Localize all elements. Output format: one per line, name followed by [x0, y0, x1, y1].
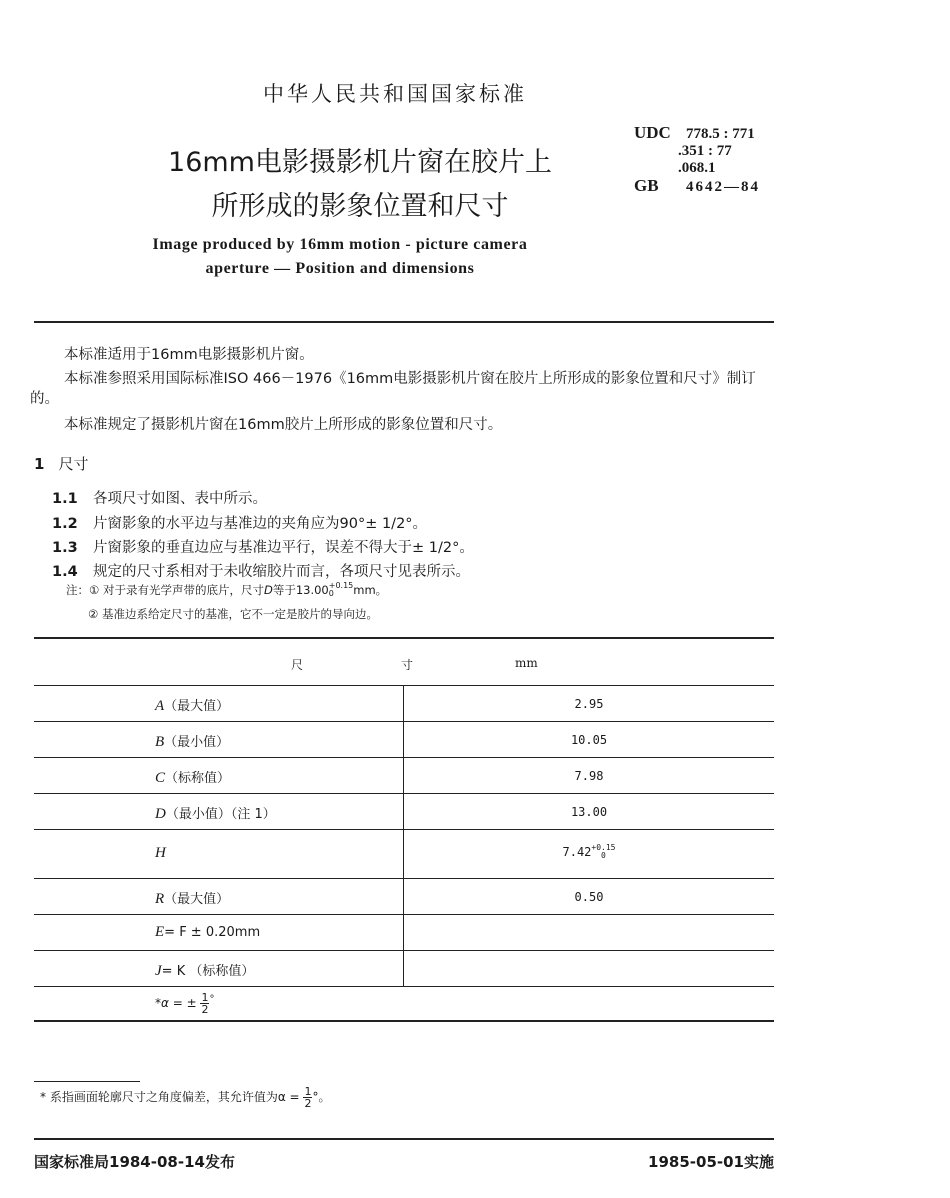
row-separator: [34, 986, 774, 987]
clause-text: 片窗影象的垂直边应与基准边平行，误差不得大于± 1/2°。: [93, 540, 474, 556]
fraction-denominator: 2: [304, 1097, 312, 1110]
footnote-suffix: °。: [312, 1090, 331, 1104]
title-en-line2: aperture — Position and dimensions: [205, 260, 475, 277]
dimension-desc: （最小值）（注 1）: [165, 807, 276, 822]
implementation-date: 1985-05-01实施: [648, 1153, 774, 1171]
note-1-prefix: 注：① 对于录有光学声带的底片，尺寸: [66, 583, 264, 597]
angle-prefix: *α = ±: [155, 996, 197, 1010]
table-row: [155, 731, 229, 751]
table-header-col2: 寸: [401, 658, 414, 672]
table-row: [155, 695, 229, 715]
tolerance-upper: +0.15: [591, 843, 616, 852]
table-header-rule: [34, 685, 774, 686]
gb-number: 4642—84: [686, 179, 760, 195]
table-bottom-rule: [34, 1020, 774, 1022]
dimension-desc: = F ± 0.20mm: [164, 925, 261, 940]
table-row: [155, 803, 276, 823]
clause-number: 1.2: [52, 516, 78, 532]
table-header-col1: 尺: [291, 658, 304, 672]
section-heading: [34, 453, 88, 474]
intro-paragraph-1: 本标准适用于16mm电影摄影机片窗。: [64, 347, 314, 363]
dimension-value: 0.50: [574, 890, 604, 904]
table-row: [155, 960, 254, 980]
table-row: [155, 924, 260, 941]
udc-line3: .068.1: [678, 160, 716, 176]
dimension-symbol: D: [155, 806, 166, 822]
row-separator: [34, 721, 774, 722]
table-row: [155, 845, 166, 862]
tolerance-lower: 0: [601, 851, 606, 860]
table-header-unit: mm: [515, 656, 538, 670]
dimension-value-with-tolerance: [404, 844, 774, 860]
fraction-numerator: 1: [304, 1085, 312, 1098]
udc-label: UDC: [634, 123, 671, 142]
note-1: [66, 582, 387, 598]
dimension-symbol: A: [155, 698, 165, 714]
row-separator: [34, 878, 774, 879]
footnote-text: * 系指画面轮廓尺寸之角度偏差，其允许值为α =: [40, 1090, 300, 1104]
row-separator: [34, 757, 774, 758]
row-separator: [34, 793, 774, 794]
dimension-desc: （标称值）: [165, 771, 231, 786]
dimension-desc: （最大值）: [164, 892, 230, 907]
dimension-value: 2.95: [574, 697, 604, 711]
row-separator: [34, 829, 774, 830]
tolerance-lower: 0: [328, 589, 334, 598]
dimension-symbol: C: [155, 770, 166, 786]
angle-unit: °: [209, 994, 215, 1005]
dimension-value: 13.00: [570, 805, 608, 819]
udc-line2: .351 : 77: [678, 143, 732, 159]
note-1-suffix: mm。: [353, 583, 388, 597]
dimension-symbol: J: [155, 963, 162, 979]
footnote: [40, 1086, 330, 1109]
clause-number: 1.1: [52, 491, 78, 507]
tolerance-upper: +0.15: [328, 581, 354, 590]
fraction-numerator: 1: [201, 991, 209, 1004]
clause-text: 规定的尺寸系相对于未收缩胶片而言，各项尺寸见表所示。: [93, 564, 470, 580]
dimension-symbol: B: [155, 734, 165, 750]
clause-number: 1.4: [52, 564, 78, 580]
udc-line1: 778.5 : 771: [686, 126, 755, 142]
dimension-desc: = K （标称值）: [161, 964, 255, 979]
clause-1-3: [52, 536, 474, 557]
title-en-line1: Image produced by 16mm motion - picture camera: [152, 236, 528, 253]
table-row: [155, 888, 229, 908]
clause-1-1: [52, 487, 267, 508]
row-separator: [34, 950, 774, 951]
section-title: 尺寸: [58, 455, 89, 473]
row-separator: [34, 914, 774, 915]
dimension-symbol: H: [155, 845, 166, 861]
dimension-tolerance: [591, 844, 615, 860]
clause-1-2: [52, 512, 427, 533]
national-standard-heading: 中华人民共和国国家标准: [263, 82, 527, 106]
table-column-divider: [403, 686, 404, 986]
footer-rule: [34, 1138, 774, 1140]
dimension-value: 10.05: [570, 733, 608, 747]
fraction-denominator: 2: [201, 1003, 209, 1016]
dimension-desc: （最小值）: [164, 735, 230, 750]
dimension-desc: （最大值）: [164, 699, 230, 714]
title-cn-line2: 所形成的影象位置和尺寸: [211, 191, 509, 222]
title-cn-line1: 16mm电影摄影机片窗在胶片上: [168, 147, 552, 178]
note-2: ② 基准边系给定尺寸的基准，它不一定是胶片的导向边。: [88, 607, 378, 621]
intro-paragraph-3: 本标准规定了摄影机片窗在16mm胶片上所形成的影象位置和尺寸。: [64, 417, 503, 433]
dimension-symbol: R: [155, 891, 165, 907]
note-1-tolerance: [329, 582, 354, 598]
intro-paragraph-2: 本标准参照采用国际标准ISO 466－1976《16mm电影摄影机片窗在胶片上所形成的影象位置和尺寸》制订的。: [30, 371, 756, 407]
table-row: [155, 767, 230, 787]
header-divider: [34, 321, 774, 323]
dimension-value: 7.98: [574, 769, 604, 783]
udc-block: [634, 124, 760, 196]
gb-label: GB: [634, 176, 659, 195]
note-1-mid: 等于13.00: [272, 583, 329, 597]
footnote-rule: [34, 1081, 140, 1082]
section-number: 1: [34, 455, 45, 473]
table-top-rule: [34, 637, 774, 639]
clause-text: 各项尺寸如图、表中所示。: [93, 491, 267, 507]
issue-date: 国家标准局1984-08-14发布: [34, 1153, 235, 1171]
clause-number: 1.3: [52, 540, 78, 556]
clause-1-4: [52, 560, 470, 581]
angle-tolerance-row: [155, 992, 214, 1015]
clause-text: 片窗影象的水平边与基准边的夹角应为90°± 1/2°。: [93, 516, 428, 532]
dimension-value: 7.42: [562, 845, 592, 859]
note-1-var: D: [263, 583, 273, 597]
dimension-symbol: E: [155, 924, 165, 940]
